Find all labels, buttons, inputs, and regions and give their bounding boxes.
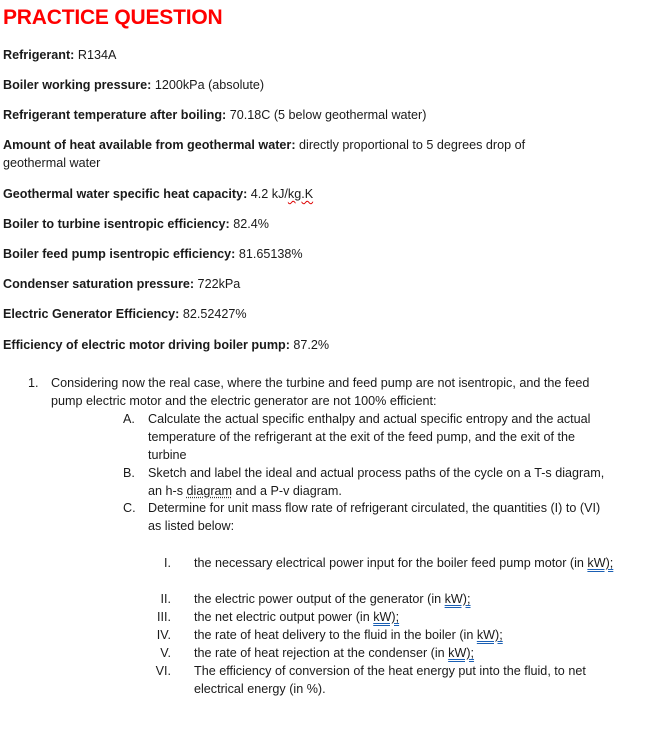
field-value: 81.65138% bbox=[235, 247, 303, 261]
field-heat-available bbox=[3, 136, 583, 172]
field-turbine-efficiency bbox=[3, 215, 633, 233]
item-numeral: I. bbox=[164, 556, 171, 570]
field-value: 70.18C (5 below geothermal water) bbox=[226, 108, 427, 122]
field-label: Refrigerant temperature after boiling: bbox=[3, 108, 227, 122]
field-pump-efficiency bbox=[3, 245, 633, 263]
item-text bbox=[194, 662, 614, 698]
item-text bbox=[194, 608, 614, 626]
field-refrigerant bbox=[3, 46, 633, 64]
field-value: 82.52427% bbox=[179, 307, 247, 321]
item-text-unit: kW); bbox=[587, 556, 614, 570]
question-number: 1. bbox=[28, 376, 39, 390]
item-text-main: The efficiency of conversion of the heat energy put into the fluid, to net electrical energy (in %). bbox=[194, 664, 586, 696]
field-value-unit: kg.K bbox=[287, 187, 314, 201]
item-text-unit: kW); bbox=[448, 646, 475, 660]
field-label: Amount of heat available from geothermal water: bbox=[3, 138, 296, 152]
item-text bbox=[194, 644, 614, 662]
part-b-text bbox=[148, 464, 613, 500]
field-value: directly proportional to 5 degrees drop of geothermal water bbox=[3, 138, 526, 170]
field-value: R134A bbox=[74, 48, 117, 62]
question-text: Considering now the real case, where the turbine and feed pump are not isentropic, and the feed pump electric motor and the electric generator are not 100% efficient: bbox=[51, 376, 590, 408]
item-text-main: the net electric output power (in bbox=[194, 610, 374, 624]
item-numeral: V. bbox=[160, 646, 171, 660]
item-numeral: III. bbox=[157, 610, 171, 624]
part-b-text-dotted: diagram bbox=[186, 484, 233, 498]
field-specific-heat bbox=[3, 185, 633, 203]
field-motor-efficiency bbox=[3, 336, 633, 354]
field-value: 1200kPa (absolute) bbox=[151, 78, 265, 92]
item-text-unit: kW); bbox=[476, 628, 503, 642]
item-text-unit: kW); bbox=[444, 592, 471, 606]
item-text-unit: kW); bbox=[373, 610, 400, 624]
part-a-text: Calculate the actual specific enthalpy and actual specific entropy and the actual temperature of the refrigerant at the exit of the feed pump, and the exit of the turbine bbox=[148, 412, 591, 462]
item-text-main: the necessary electrical power input for the boiler feed pump motor (in bbox=[194, 556, 588, 570]
item-numeral: IV. bbox=[156, 628, 171, 642]
item-text-main: the rate of heat delivery to the fluid in the boiler (in bbox=[194, 628, 477, 642]
item-text bbox=[194, 626, 614, 644]
field-label: Condenser saturation pressure: bbox=[3, 277, 195, 291]
field-value: 87.2% bbox=[289, 338, 330, 352]
item-text-main: the rate of heat rejection at the condenser (in bbox=[194, 646, 449, 660]
field-label: Efficiency of electric motor driving boiler pump: bbox=[3, 338, 290, 352]
field-label: Boiler to turbine isentropic efficiency: bbox=[3, 217, 230, 231]
field-value: 4.2 kJ/ bbox=[247, 187, 288, 201]
item-text bbox=[194, 554, 614, 572]
part-b-text-after: and a P-v diagram. bbox=[232, 484, 342, 498]
item-text-main: the electric power output of the generator (in bbox=[194, 592, 445, 606]
field-label: Boiler working pressure: bbox=[3, 78, 152, 92]
part-c-text: Determine for unit mass flow rate of refrigerant circulated, the quantities (I) to (VI) as listed below: bbox=[148, 501, 601, 533]
part-letter: B. bbox=[123, 466, 135, 480]
part-letter: A. bbox=[123, 412, 135, 426]
field-label: Refrigerant: bbox=[3, 48, 75, 62]
part-letter: C. bbox=[123, 501, 136, 515]
field-generator-efficiency bbox=[3, 305, 633, 323]
field-label: Geothermal water specific heat capacity: bbox=[3, 187, 248, 201]
field-value: 82.4% bbox=[229, 217, 269, 231]
field-label: Boiler feed pump isentropic efficiency: bbox=[3, 247, 236, 261]
part-b-text-before: Sketch and label the ideal and actual process paths of the cycle on a T-s diagram, an h-s bbox=[148, 466, 605, 498]
field-value: 722kPa bbox=[194, 277, 241, 291]
field-condenser-pressure bbox=[3, 275, 633, 293]
field-refrigerant-temperature bbox=[3, 106, 633, 124]
item-numeral: II. bbox=[160, 592, 171, 606]
field-boiler-pressure bbox=[3, 76, 633, 94]
page-title: PRACTICE QUESTION bbox=[3, 6, 223, 29]
item-text bbox=[194, 590, 614, 608]
field-label: Electric Generator Efficiency: bbox=[3, 307, 180, 321]
item-numeral: VI. bbox=[155, 664, 171, 678]
